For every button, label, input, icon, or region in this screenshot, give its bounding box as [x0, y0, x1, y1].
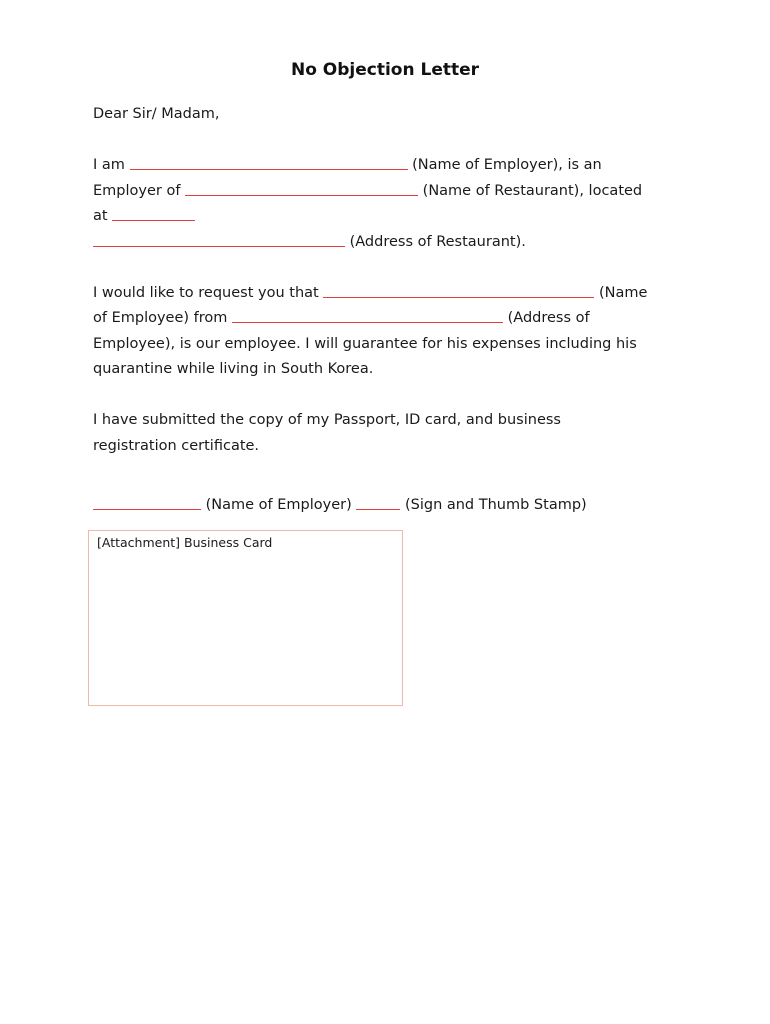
attachment-box[interactable] [88, 530, 403, 706]
employer-name-blank[interactable] [130, 169, 408, 170]
para1-line2 [93, 181, 642, 201]
para2-line4: quarantine while living in South Korea. [93, 361, 374, 377]
para1-line2-end: (Name of Restaurant), located [422, 183, 643, 199]
para1-line4-end: (Address of Restaurant). [349, 234, 526, 250]
restaurant-address-blank[interactable] [93, 246, 345, 247]
para1-line2-start: Employer of [93, 183, 181, 199]
restaurant-name-blank[interactable] [185, 195, 418, 196]
para2-line3: Employee), is our employee. I will guarantee for his expenses including his [93, 336, 637, 352]
para1-line3-start: at [93, 208, 108, 224]
para1-line4 [93, 232, 526, 252]
para2-line1-end: (Name [598, 285, 648, 301]
employee-address-blank[interactable] [232, 322, 503, 323]
signature-line [93, 495, 587, 515]
employer-signature-name-blank[interactable] [93, 509, 201, 510]
para1-line1-end: (Name of Employer), is an [412, 157, 602, 173]
para3-line2: registration certificate. [93, 438, 260, 454]
signature-name-label: (Name of Employer) [205, 497, 352, 513]
para1-line1-start: I am [93, 157, 125, 173]
letter-title: No Objection Letter [290, 60, 480, 80]
para2-line1 [93, 283, 647, 303]
para2-line2-start: of Employee) from [93, 310, 228, 326]
para2-line1-start: I would like to request you that [93, 285, 319, 301]
salutation: Dear Sir/ Madam, [93, 106, 220, 122]
para1-line3 [93, 206, 195, 226]
para3-line1: I have submitted the copy of my Passport, ID card, and business [93, 412, 561, 428]
para2-line2-end: (Address of [507, 310, 590, 326]
signature-sign-label: (Sign and Thumb Stamp) [404, 497, 587, 513]
attachment-label: [Attachment] Business Card [97, 535, 273, 550]
para2-line2 [93, 308, 590, 328]
location-blank[interactable] [112, 220, 195, 221]
sign-thumb-stamp-blank[interactable] [356, 509, 400, 510]
employee-name-blank[interactable] [323, 297, 594, 298]
para1-line1 [93, 155, 602, 175]
